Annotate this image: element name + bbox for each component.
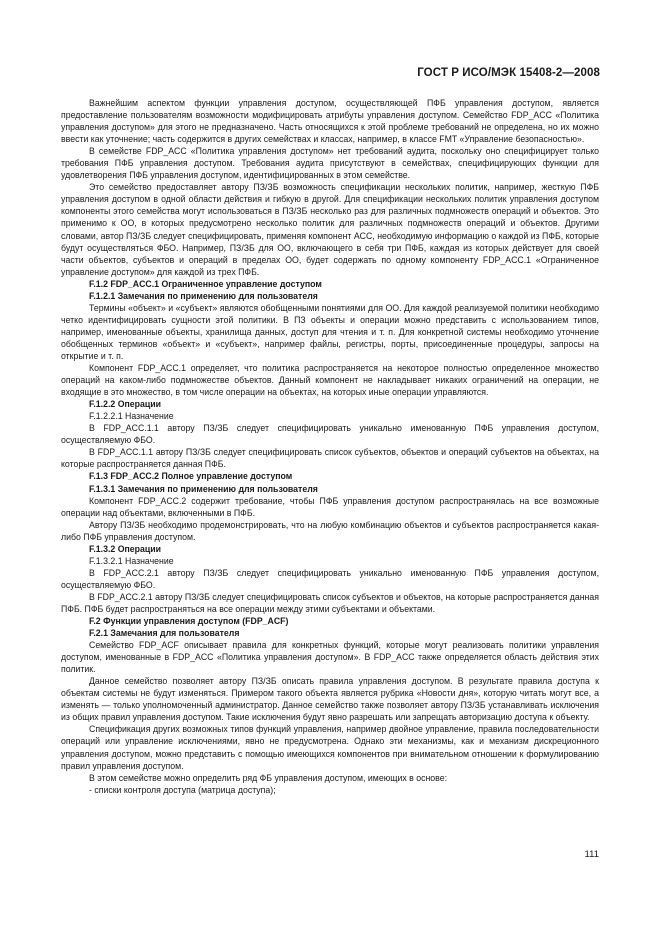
- section-heading: F.1.2 FDP_ACC.1 Ограниченное управление доступом: [89, 278, 322, 289]
- subsection-heading: F.1.2.1 Замечания по применению для пользователя: [89, 290, 318, 301]
- paragraph: Спецификация других возможных типов функций управления, например двойное управление, правила последовательности операций или управление исключениями, явно не предусмотрена. Однако эти механизмы, как и механизм дискреционного управления доступом, можно представить с помощью имеющихся компонентов при внимательном отношении к формулированию правил управления доступом.: [61, 724, 599, 771]
- paragraph: В этом семействе можно определить ряд ФБ управления доступом, имеющих в основе:: [89, 772, 448, 783]
- clause-label: F.1.3.2.1 Назначение: [89, 555, 174, 566]
- paragraph: Это семейство предоставляет автору ПЗ/ЗБ возможность спецификации нескольких политик, например, жесткую ПФБ управления доступом в одной области действия и гибкую в другой. Для спецификации нескольких политик управления доступом компоненты этого семейства могут использоваться в ПЗ/ЗБ несколько раз для различных подмножеств операций и объектов. Это применимо к ОО, в которых предусмотрено несколько политик для различных подмножеств операций и объектов. Другими словами, автор ПЗ/ЗБ следует специфицировать, применяя компонент ACC, необходимую информацию о каждой из ПФБ, которые будут осуществляться ФБО. Например, ПЗ/ЗБ для ОО, включающего в себя три ПФБ, каждая из которых действует для своей части объектов, субъектов и операций в пределах ОО, будет содержать по одному компоненту FDP_ACC.1 «Ограниченное управление доступом» для каждой из трех ПФБ.: [61, 182, 599, 277]
- body-text: [61, 97, 599, 796]
- standard-header: ГОСТ Р ИСО/МЭК 15408-2—2008: [417, 67, 600, 79]
- paragraph: В FDP_ACC.2.1 автору ПЗ/ЗБ следует специфицировать уникально именованную ПФБ управления доступом, осуществляемую ФБО.: [61, 567, 599, 590]
- section-heading: F.1.3 FDP_ACC.2 Полное управление доступом: [89, 471, 293, 482]
- paragraph: Данное семейство позволяет автору ПЗ/ЗБ описать правила управления доступом. В результате правила доступа к объектам системы не будут изменяться. Примером такого объекта является рубрика «Новости дня», которую читать могут все, а изменять — только уполномоченный администратор. Данное семейство также позволяет автору ПЗ/ЗБ устанавливать исключения из общих правил управления доступом. Такие исключения будут явно разрешать или запрещать авторизацию доступа к объекту.: [61, 676, 599, 723]
- paragraph: В FDP_ACC.2.1 автору ПЗ/ЗБ следует специфицировать список субъектов и объектов, на которые распространяется данная ПФБ. ПФБ будет распространяться на все операции между этими субъектами и объектами.: [61, 591, 599, 614]
- paragraph: Семейство FDP_ACF описывает правила для конкретных функций, которые могут реализовать политики управления доступом, именованные в FDP_ACC «Политика управления доступом». В FDP_ACC также определяется область действия этих политик.: [61, 640, 599, 675]
- paragraph: Компонент FDP_ACC.2 содержит требование, чтобы ПФБ управления доступом распространялась на все возможные операции над объектами, включенными в ПФБ.: [61, 495, 599, 518]
- page-number: 111: [584, 849, 599, 860]
- paragraph: Компонент FDP_ACC.1 определяет, что политика распространяется на некоторое полностью определенное множество операций на каком-либо подмножестве объектов. Данный компонент не накладывает никаких ограничений на операции, не входящие в это множество, в том числе операции на объектах, на которых иные операции управляются.: [61, 363, 599, 398]
- paragraph: В семействе FDP_ACC «Политика управления доступом» нет требований аудита, поскольку оно специфицирует только требования ПФБ управления доступом. Требования аудита присутствуют в семействах, специфицирующих функции для удовлетворения ПФБ управления доступом, идентифицированных в этом семействе.: [61, 146, 599, 181]
- subsection-heading: F.1.3.1 Замечания по применению для пользователя: [89, 483, 318, 494]
- paragraph: Автору ПЗ/ЗБ необходимо продемонстрировать, что на любую комбинацию объектов и субъектов распространяется какая-либо ПФБ управления доступом.: [61, 519, 599, 542]
- clause-label: F.1.2.2.1 Назначение: [89, 411, 174, 422]
- paragraph: В FDP_ACC.1.1 автору ПЗ/ЗБ следует специфицировать список субъектов, объектов и операций субъектов на объектах, на которые распространяется данная ПФБ.: [61, 447, 599, 470]
- list-item: - списки контроля доступа (матрица доступа);: [89, 784, 276, 795]
- subsection-heading: F.2.1 Замечания для пользователя: [89, 628, 240, 639]
- paragraph: В FDP_ACC.1.1 автору ПЗ/ЗБ следует специфицировать уникально именованную ПФБ управления доступом, осуществляемую ФБО.: [61, 423, 599, 446]
- section-heading: F.2 Функции управления доступом (FDP_ACF): [89, 616, 289, 627]
- subsection-heading: F.1.3.2 Операции: [89, 543, 162, 554]
- paragraph: Важнейшим аспектом функции управления доступом, осуществляющей ПФБ управления доступом, является предоставление пользователям возможности модифицировать атрибуты управления доступом. Семейство FDP_ACC «Политика управления доступом» для этого не предназначено. Часть относящихся к этой проблеме требований не определена, но их можно ввести как уточнение; часть содержится в других семействах и классах, например, в классе FMT «Управление безопасностью».: [61, 98, 599, 145]
- paragraph: Термины «объект» и «субъект» являются обобщенными понятиями для ОО. Для каждой реализуемой политики необходимо четко идентифицировать сущности этой политики. В ПЗ объекты и операции можно представить с использованием типов, например, именованные объекты, хранилища данных, доступ для чтения и т. п. Для конкретной системы необходимо уточнение обобщенных терминов «объект» и «субъект», например файлы, регистры, порты, присоединенные процедуры, запросы на открытие и т. п.: [61, 302, 599, 361]
- subsection-heading: F.1.2.2 Операции: [89, 399, 162, 410]
